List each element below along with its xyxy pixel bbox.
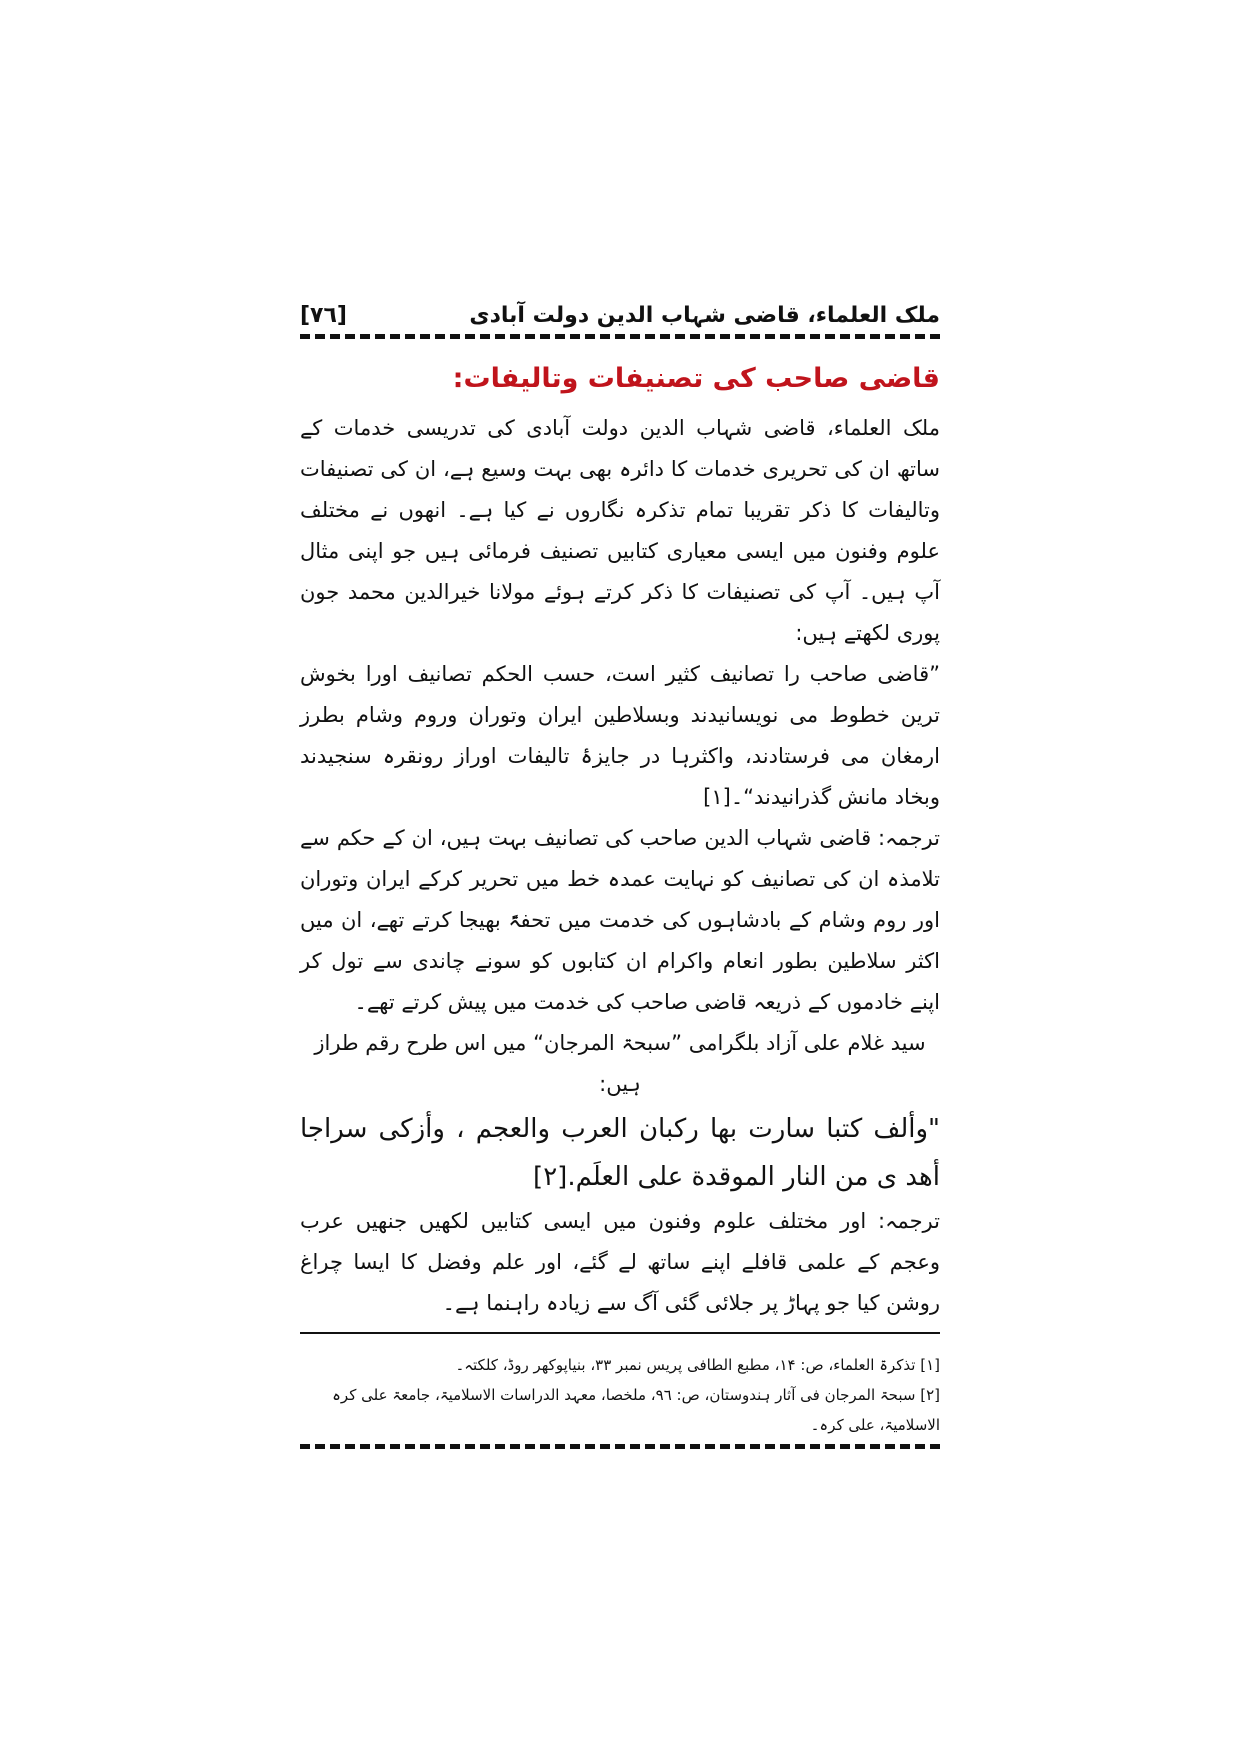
page-number: [۷٦] [300, 303, 347, 328]
translation-paragraph-1: ترجمہ: قاضی شہاب الدین صاحب کی تصانیف بہت ہیں، ان کے حکم سے تلامذہ ان کی تصانیف کو نہایت عمدہ خط میں تحریر کرکے ایران وتوران اور روم وشام کے بادشاہوں کی خدمت میں تحفۃً بھیجا کرتے تھے، ان میں اکثر سلاطین بطور انعام واکرام ان کتابوں کو سونے چاندی سے تول کر اپنے خادموں کے ذریعہ قاضی صاحب کی خدمت میں پیش کرتے تھے۔ [300, 826, 940, 1015]
running-title: ملک العلماء، قاضی شہاب الدین دولت آبادی [469, 303, 940, 328]
footnotes [300, 1350, 940, 1440]
intro-paragraph-2: سید غلام علی آزاد بلگرامی ”سبحۃ المرجان“ میں اس طرح رقم طراز ہیں: [314, 1031, 926, 1097]
page-header [300, 280, 940, 328]
persian-quote: ”قاضی صاحب را تصانیف کثیر است، حسب الحکم تصانیف اورا بخوش ترین خطوط می نویسانیدند وبسلاطین ایران وتوران وروم وشام بطرز ارمغان می فرستادند، واکثرہا در جایزۂ تالیفات اوراز رونقرہ سنجیدند وبخاد مانش گذرانیدند“۔[۱] [300, 662, 940, 810]
header-dashed-rule [300, 334, 940, 339]
arabic-quote: "وألف كتبا سارت بها ركبان العرب والعجم ، وأزكى سراجا أهد ى من النار الموقدة على العلَم.[۲] [300, 1114, 940, 1193]
footnote-1: [۱] تذکرۃ العلماء، ص: ۱۴، مطبع الطافی پریس نمبر ۳۳، بنیاپوکھر روڈ، کلکتہ۔ [455, 1356, 940, 1375]
spacer [300, 1324, 940, 1332]
document-page [300, 280, 940, 1449]
footnote-2: [۲] سبحۃ المرجان فی آثار ہندوستان، ص: ۹٦، ملخصا، معہد الدراسات الاسلامیۃ، جامعۃ علی کرہ الاسلامیۃ، علی کرہ۔ [332, 1386, 940, 1435]
section-heading: قاضی صاحب کی تصنیفات وتالیفات: [452, 363, 940, 394]
footnote-rule [300, 1332, 940, 1334]
footer-dashed-rule [300, 1444, 940, 1449]
body-paragraph-1: ملک العلماء، قاضی شہاب الدین دولت آبادی کی تدریسی خدمات کے ساتھ ان کی تحریری خدمات کا دائرہ بھی بہت وسیع ہے، ان کی تصنیفات وتالیفات کا ذکر تقریبا تمام تذکرہ نگاروں نے کیا ہے۔ انھوں نے مختلف علوم وفنون میں ایسی معیاری کتابیں تصنیف فرمائی ہیں جو اپنی مثال آپ ہیں۔ آپ کی تصنیفات کا ذکر کرتے ہوئے مولانا خیرالدین محمد جون پوری لکھتے ہیں: [300, 416, 940, 646]
translation-paragraph-2: ترجمہ: اور مختلف علوم وفنون میں ایسی کتابیں لکھیں جنھیں عرب وعجم کے علمی قافلے اپنے ساتھ لے گئے، اور علم وفضل کا ایسا چراغ روشن کیا جو پہاڑ پر جلائی گئی آگ سے زیادہ راہنما ہے۔ [300, 1209, 940, 1316]
